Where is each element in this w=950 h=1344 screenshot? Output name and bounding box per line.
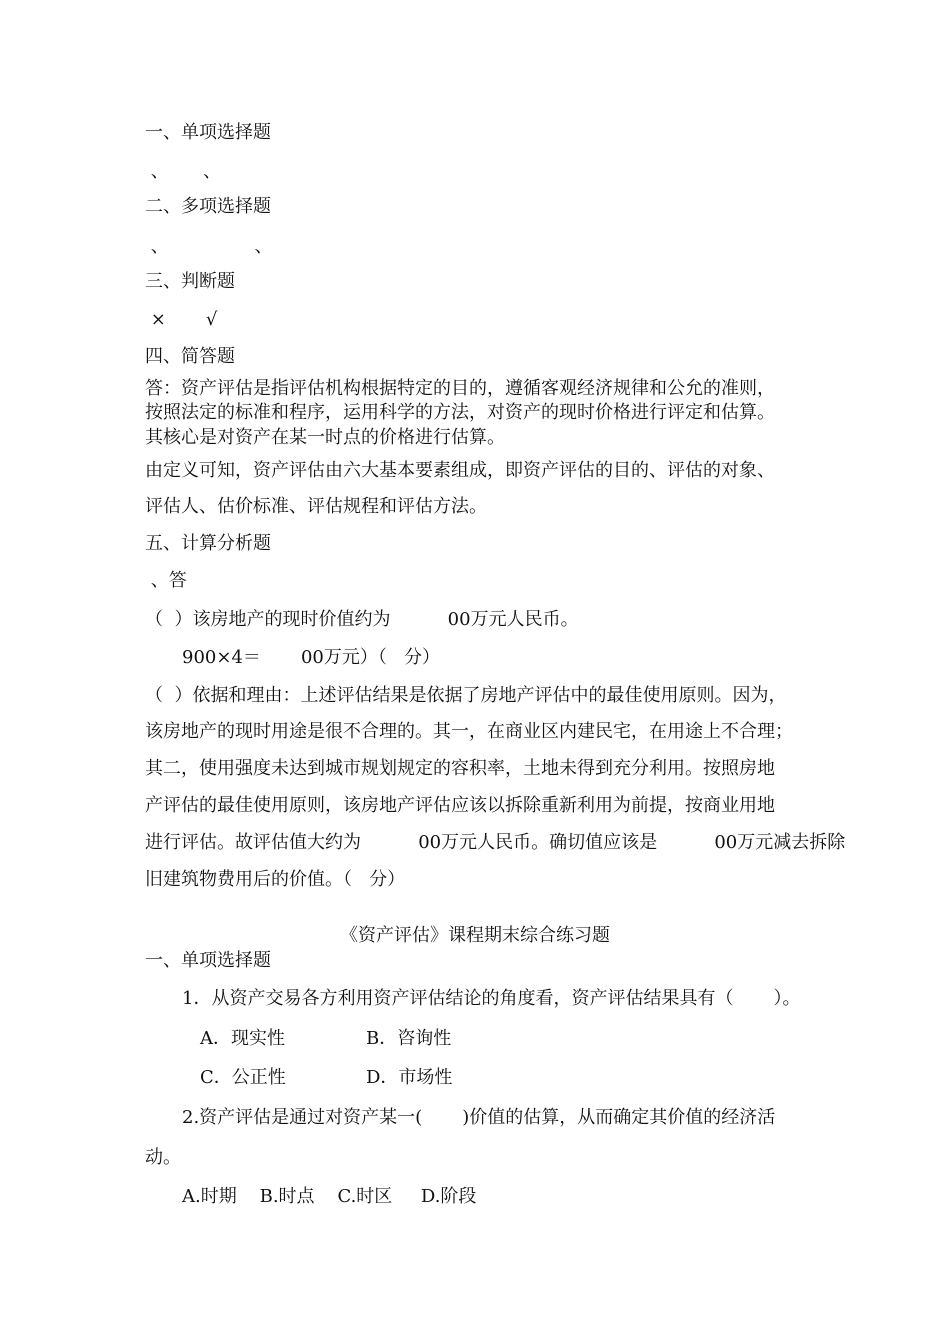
question-1-option-b: B．咨询性 (366, 1028, 452, 1049)
section-heading-single-choice: 一、单项选择题 (145, 950, 271, 971)
multiple-choice-answers: 、 、 (145, 236, 273, 257)
question-2-stem-continued: 动。 (145, 1147, 181, 1168)
short-answer-line: 其核心是对资产在某一时点的价格进行估算。 (145, 427, 505, 448)
document-title: 《资产评估》课程期末综合练习题 (340, 925, 610, 946)
calculation-line: 旧建筑物费用后的价值。（ 分） (145, 869, 406, 890)
calculation-formula: 900×4＝ 00万元）（ 分） (182, 647, 441, 668)
calculation-line: 其二，使用强度未达到城市规划规定的容积率，土地未得到充分利用。按照房地 (145, 758, 775, 779)
short-answer-line: 按照法定的标准和程序，运用科学的方法，对资产的现时价格进行评定和估算。 (145, 402, 775, 423)
question-1-stem: 1．从资产交易各方利用资产评估结论的角度看，资产评估结果具有（ ）。 (182, 988, 801, 1009)
calculation-line: （ ）该房地产的现时价值约为 00万元人民币。 (145, 609, 579, 630)
section-heading-calculation: 五、计算分析题 (145, 533, 271, 554)
short-answer-line: 答：资产评估是指评估机构根据特定的目的，遵循客观经济规律和公允的准则， (145, 378, 775, 399)
calculation-line: 该房地产的现时用途是很不合理的。其一，在商业区内建民宅，在用途上不合理； (145, 721, 793, 742)
section-heading-true-false: 三、判断题 (145, 271, 235, 292)
calculation-line: 进行评估。故评估值大约为 00万元人民币。确切值应该是 00万元减去拆除 (145, 832, 846, 853)
section-heading-single-choice: 一、单项选择题 (145, 122, 271, 143)
question-1-option-c: C．公正性 (200, 1067, 286, 1088)
calculation-line: 产评估的最佳使用原则，该房地产评估应该以拆除重新利用为前提，按商业用地 (145, 795, 775, 816)
section-heading-short-answer: 四、简答题 (145, 346, 235, 367)
question-2-stem: 2.资产评估是通过对资产某一( )价值的估算，从而确定其价值的经济活 (182, 1107, 776, 1128)
short-answer-line: 由定义可知，资产评估由六大基本要素组成，即资产评估的目的、评估的对象、 (145, 460, 775, 481)
true-false-answers: × √ (145, 309, 218, 330)
single-choice-answers: 、 、 (145, 161, 222, 182)
calculation-line: （ ）依据和理由：上述评估结果是依据了房地产评估中的最佳使用原则。因为， (145, 685, 787, 706)
question-2-options: A.时期 B.时点 C.时区 D.阶段 (182, 1186, 477, 1207)
short-answer-line: 评估人、估价标准、评估规程和评估方法。 (145, 496, 487, 517)
question-1-option-a: A．现实性 (200, 1028, 285, 1049)
calculation-line: 、答 (145, 570, 187, 591)
question-1-option-d: D．市场性 (366, 1067, 453, 1088)
section-heading-multiple-choice: 二、多项选择题 (145, 196, 271, 217)
